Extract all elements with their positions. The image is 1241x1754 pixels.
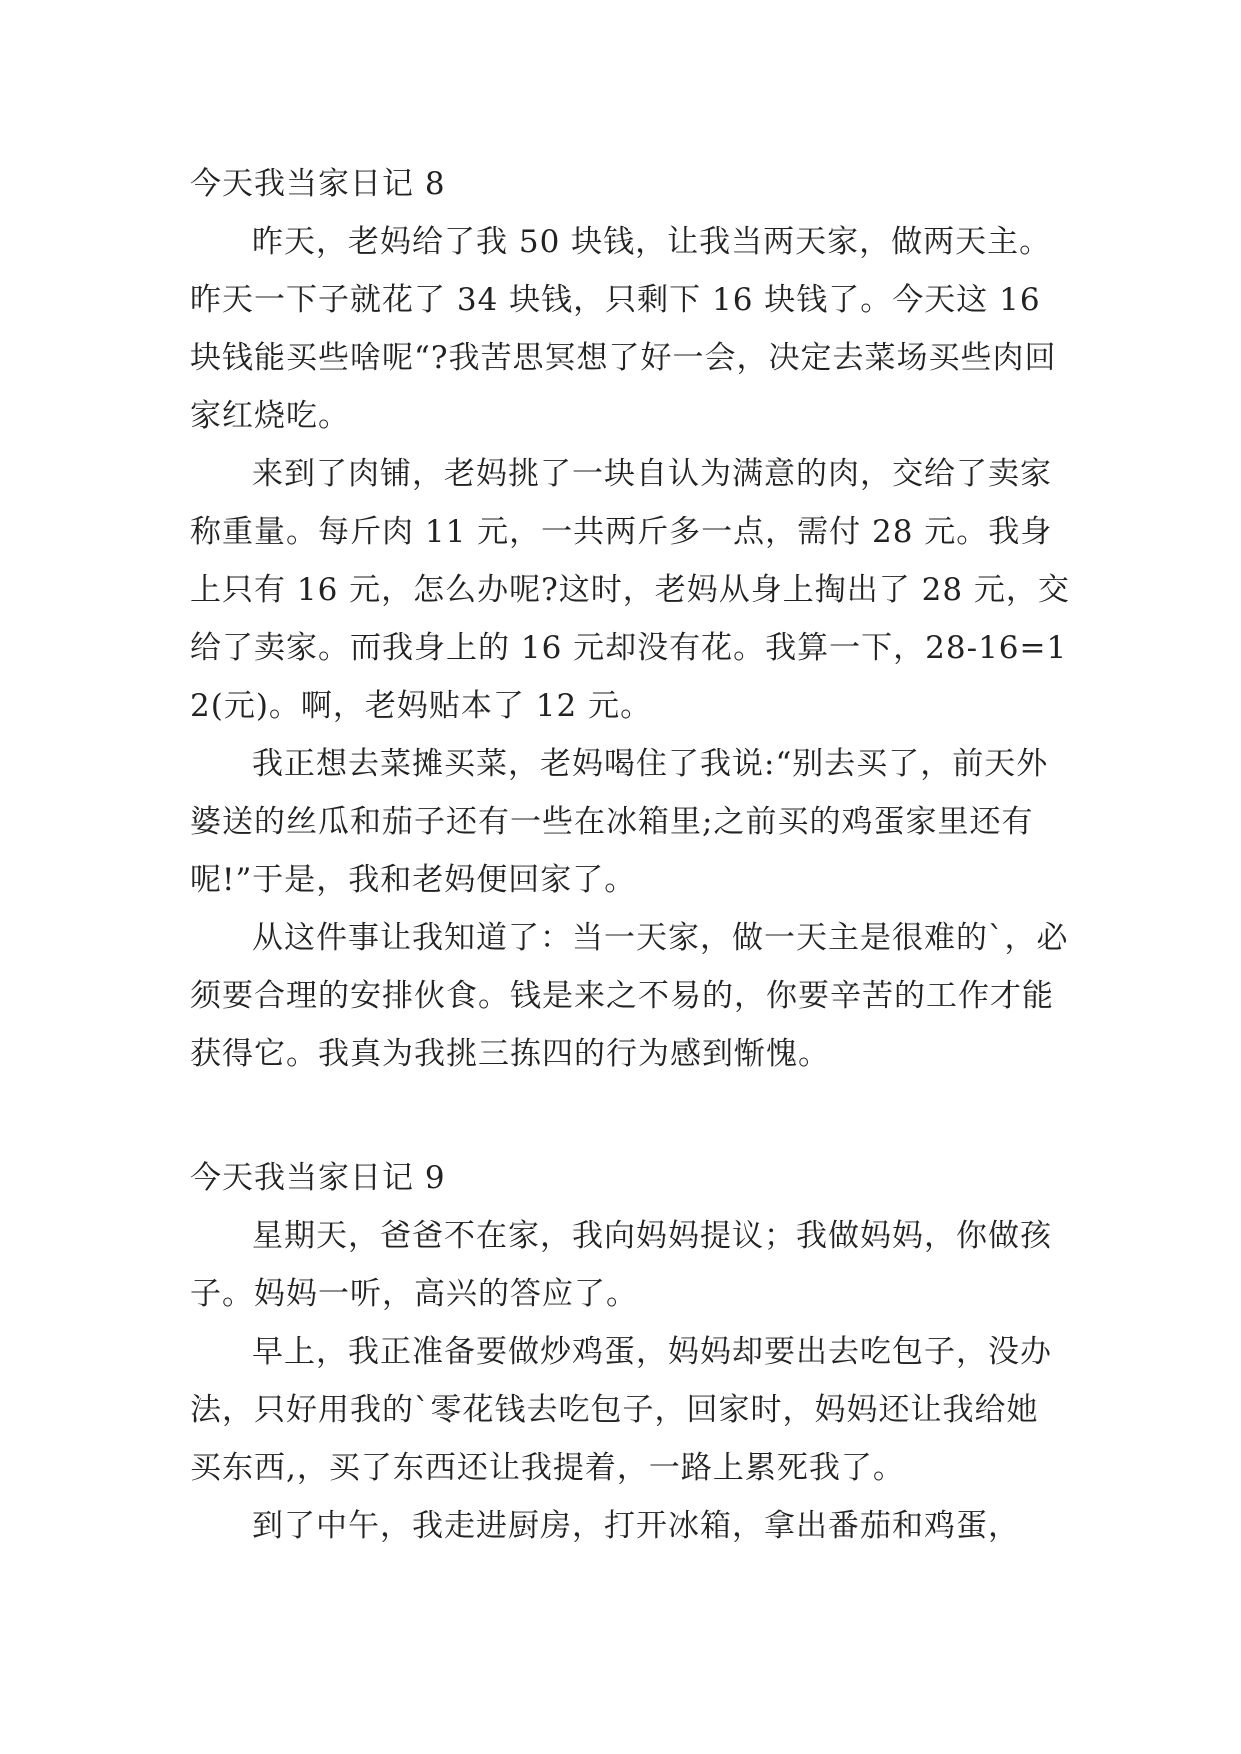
paragraph: 我正想去菜摊买菜，老妈喝住了我说:“别去买了，前天外婆送的丝瓜和茄子还有一些在冰箱里;之前买的鸡蛋家里还有呢!”于是，我和老妈便回家了。 — [190, 746, 1049, 898]
section-gap — [190, 1083, 1070, 1149]
section-title-9: 今天我当家日记 9 — [190, 1160, 446, 1196]
paragraph: 从这件事让我知道了：当一天家，做一天主是很难的`，必须要合理的安排伙食。钱是来之不易的，你要辛苦的工作才能获得它。我真为我挑三拣四的行为感到惭愧。 — [190, 920, 1069, 1072]
document-body — [190, 155, 1070, 1555]
paragraph: 星期天，爸爸不在家，我向妈妈提议；我做妈妈，你做孩子。妈妈一听，高兴的答应了。 — [190, 1218, 1052, 1312]
section-title-8: 今天我当家日记 8 — [190, 166, 446, 202]
paragraph: 到了中午，我走进厨房，打开冰箱，拿出番茄和鸡蛋， — [252, 1508, 1020, 1544]
paragraph: 昨天，老妈给了我 50 块钱，让我当两天家，做两天主。昨天一下子就花了 34 块钱，只剩下 16 块钱了。今天这 16 块钱能买些啥呢“?我苦思冥想了好一会，决定去菜场买些肉回家红烧吃。 — [190, 224, 1057, 434]
paragraph: 早上，我正准备要做炒鸡蛋，妈妈却要出去吃包子，没办法，只好用我的`零花钱去吃包子，回家时，妈妈还让我给她买东西,，买了东西还让我提着，一路上累死我了。 — [190, 1334, 1052, 1486]
paragraph: 来到了肉铺，老妈挑了一块自认为满意的肉，交给了卖家称重量。每斤肉 11 元，一共两斤多一点，需付 28 元。我身上只有 16 元，怎么办呢?这时，老妈从身上掏出了 28 元，交给了卖家。而我身上的 16 元却没有花。我算一下，28-16=12(元)。啊，老妈贴本了 12 元。 — [190, 456, 1070, 724]
